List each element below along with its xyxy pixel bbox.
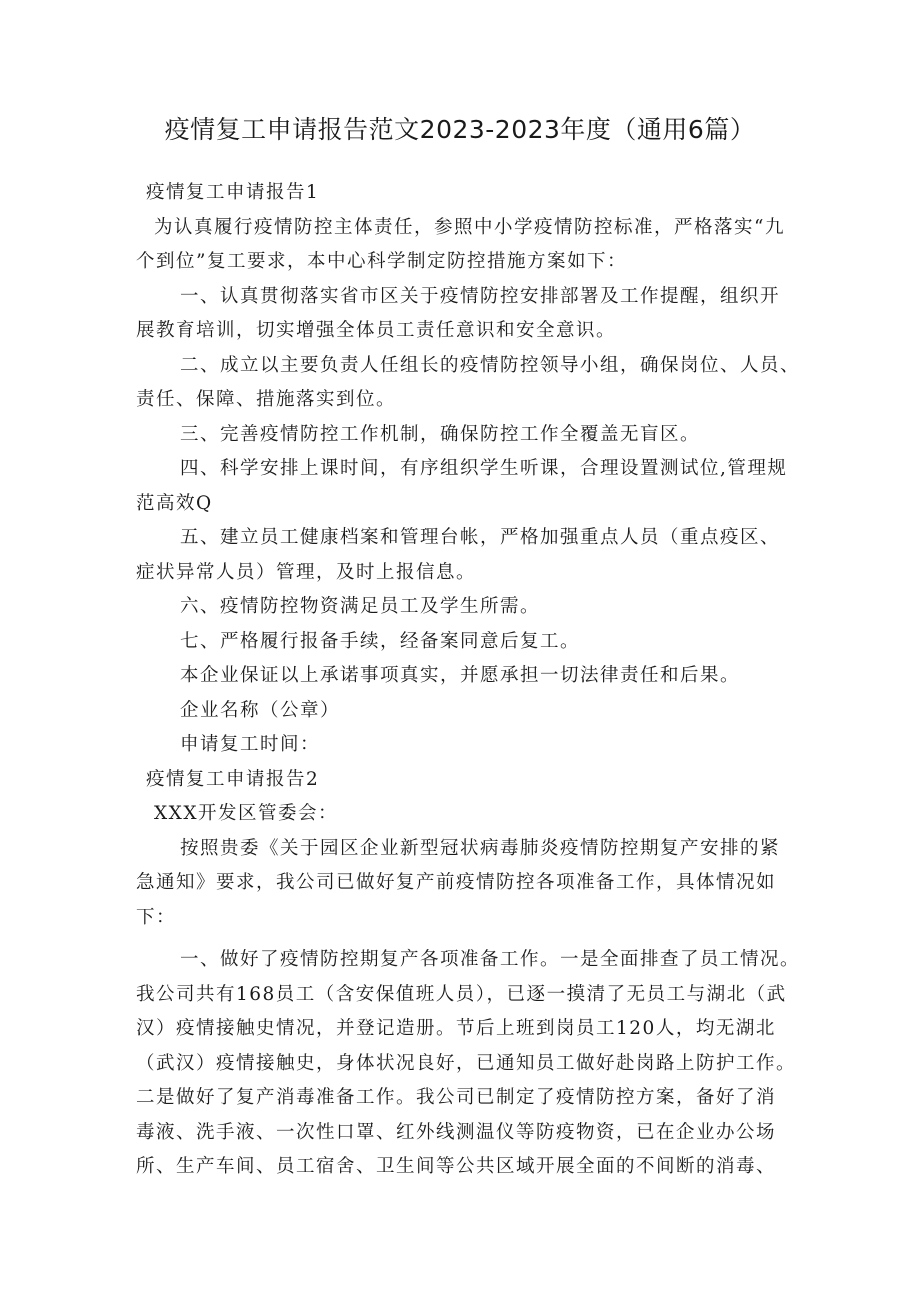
paragraph-gap bbox=[136, 935, 796, 943]
section-heading-report-2: 疫情复工申请报告2 bbox=[146, 768, 320, 790]
paragraph-line: 毒液、洗手液、一次性口罩、红外线测温仪等防疫物资，已在企业办公场 bbox=[136, 1121, 777, 1143]
paragraph-line: 六、疫情防控物资满足员工及学生所需。 bbox=[180, 596, 541, 617]
paragraph-line: 展教育培训，切实增强全体员工责任意识和安全意识。 bbox=[136, 320, 617, 341]
section-heading-report-1: 疫情复工申请报告1 bbox=[146, 182, 320, 203]
paragraph-line: 一、做好了疫情防控期复产各项准备工作。一是全面排查了员工情况。 bbox=[180, 949, 801, 970]
paragraph-line: 三、完善疫情防控工作机制，确保防控工作全覆盖无盲区。 bbox=[180, 423, 701, 445]
paragraph-line: 责任、保障、措施落实到位。 bbox=[136, 389, 397, 410]
resume-date-line: 申请复工时间： bbox=[180, 734, 321, 755]
addressee-line: XXX开发区管委会： bbox=[154, 803, 339, 824]
document-title: 疫情复工申请报告范文2023-2023年度（通用6篇） bbox=[164, 115, 756, 144]
document-body bbox=[136, 176, 801, 1185]
paragraph-line: 按照贵委《关于园区企业新型冠状病毒肺炎疫情防控期复产安排的紧 bbox=[180, 837, 781, 859]
paragraph-line: 五、建立员工健康档案和管理台帐，严格加强重点人员（重点疫区、 bbox=[180, 527, 781, 548]
paragraph-line: 为认真履行疫情防控主体责任，参照中小学疫情防控标准，严格落实“九 bbox=[154, 216, 785, 238]
paragraph-line: 个到位”复工要求，本中心科学制定防控措施方案如下： bbox=[136, 251, 627, 272]
paragraph-line: 汉）疫情接触史情况，并登记造册。节后上班到岗员工120人，均无湖北 bbox=[136, 1018, 776, 1039]
paragraph-line: 一、认真贯彻落实省市区关于疫情防控安排部署及工作提醒，组织开 bbox=[180, 285, 781, 307]
paragraph-line: 所、生产车间、员工宿舍、卫生间等公共区域开展全面的不间断的消毒、 bbox=[136, 1156, 777, 1177]
paragraph-line: 急通知》要求，我公司已做好复产前疫情防控各项准备工作，具体情况如 bbox=[136, 872, 777, 893]
paragraph-line: 症状异常人员）管理，及时上报信息。 bbox=[136, 561, 477, 583]
paragraph-line: 下： bbox=[136, 906, 177, 928]
paragraph-line: 本企业保证以上承诺事项真实，并愿承担一切法律责任和后果。 bbox=[180, 665, 741, 686]
paragraph-line: 二、成立以主要负责人任组长的疫情防控领导小组，确保岗位、人员、 bbox=[180, 354, 801, 376]
paragraph-line: 范高效Q bbox=[136, 492, 213, 514]
paragraph-line: 我公司共有168员工（含安保值班人员），已逐一摸清了无员工与湖北（武 bbox=[136, 983, 787, 1005]
company-name-line: 企业名称（公章） bbox=[180, 699, 341, 721]
paragraph-line: （武汉）疫情接触史，身体状况良好，已通知员工做好赴岗路上防护工作。 bbox=[136, 1052, 797, 1074]
paragraph-line: 七、严格履行报备手续，经备案同意后复工。 bbox=[180, 630, 581, 652]
paragraph-line: 四、科学安排上课时间，有序组织学生听课，合理设置测试位,管理规 bbox=[180, 458, 788, 479]
paragraph-line: 二是做好了复产消毒准备工作。我公司已制定了疫情防控方案，备好了消 bbox=[136, 1087, 777, 1108]
